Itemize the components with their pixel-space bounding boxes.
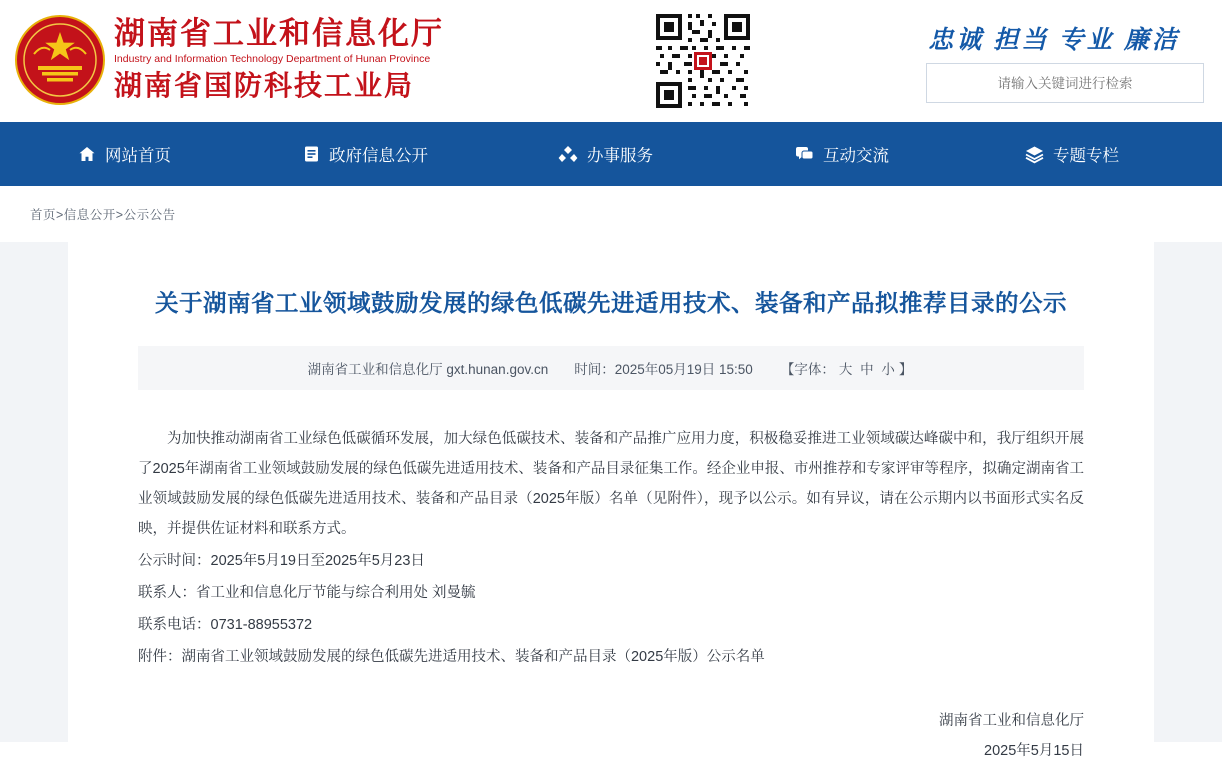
site-title-block bbox=[114, 16, 534, 103]
nav-item-label: 互动交流 bbox=[823, 147, 889, 165]
article-paragraph: 公示时间：2025年5月19日至2025年5月23日 bbox=[138, 553, 425, 569]
font-size-small[interactable]: 小 bbox=[881, 362, 895, 377]
article-paragraph: 联系电话：0731-88955372 bbox=[138, 617, 313, 633]
font-size-label: 【字体： bbox=[780, 362, 835, 377]
font-size-medium[interactable]: 中 bbox=[860, 362, 874, 377]
nav-item-government-info[interactable] bbox=[303, 142, 428, 166]
nav-item-topics[interactable] bbox=[1025, 142, 1119, 166]
main-navigation bbox=[0, 122, 1222, 186]
article-card bbox=[68, 242, 1154, 766]
org-title-cn-secondary: 湖南省国防科技工业局 bbox=[114, 70, 415, 101]
qr-code-icon bbox=[652, 10, 754, 112]
article-source: 湖南省工业和信息化厅 gxt.hunan.gov.cn bbox=[307, 362, 549, 377]
search-box[interactable] bbox=[926, 63, 1204, 103]
nav-item-interaction[interactable] bbox=[795, 142, 889, 166]
org-title-cn-primary: 湖南省工业和信息化厅 bbox=[114, 16, 444, 51]
font-size-close: 】 bbox=[898, 362, 913, 377]
article-signature bbox=[138, 706, 1084, 766]
national-emblem-icon bbox=[14, 14, 106, 106]
font-size-switcher[interactable] bbox=[779, 358, 915, 378]
page-title: 关于湖南省工业领域鼓励发展的绿色低碳先进适用技术、装备和产品拟推荐目录的公示 bbox=[155, 290, 1067, 316]
search-input[interactable] bbox=[927, 64, 1203, 102]
signature-date: 2025年5月15日 bbox=[984, 743, 1084, 759]
nav-item-label: 政府信息公开 bbox=[329, 147, 428, 165]
page-background bbox=[0, 242, 1222, 759]
service-icon bbox=[558, 145, 578, 163]
site-header bbox=[0, 0, 1222, 122]
site-slogan: 忠诚 担当 专业 廉洁 bbox=[928, 27, 1180, 54]
org-title-en: Industry and Information Technology Department of Hunan Province bbox=[114, 53, 431, 65]
nav-item-label: 专题专栏 bbox=[1053, 147, 1119, 165]
nav-item-label: 办事服务 bbox=[587, 147, 653, 165]
article-meta bbox=[138, 346, 1084, 390]
home-icon bbox=[78, 145, 96, 163]
article-attachment-link[interactable]: 附件：湖南省工业领域鼓励发展的绿色低碳先进适用技术、装备和产品目录（2025年版）公示名单 bbox=[138, 649, 765, 665]
nav-item-home[interactable] bbox=[78, 142, 171, 166]
article-body bbox=[138, 424, 1084, 672]
document-icon bbox=[303, 145, 320, 163]
article-time: 时间：2025年05月19日 15:50 bbox=[574, 362, 753, 377]
font-size-large[interactable]: 大 bbox=[838, 362, 853, 377]
signature-org: 湖南省工业和信息化厅 bbox=[939, 713, 1084, 729]
breadcrumb[interactable]: 首页>信息公开>公示公告 bbox=[30, 208, 176, 222]
article-paragraph: 联系人：省工业和信息化厅节能与综合利用处 刘曼毓 bbox=[138, 585, 476, 601]
breadcrumb-bar bbox=[0, 186, 1222, 242]
nav-item-services[interactable] bbox=[558, 142, 653, 166]
article-paragraph: 为加快推动湖南省工业绿色低碳循环发展，加大绿色低碳技术、装备和产品推广应用力度，积极稳妥推进工业领域碳达峰碳中和，我厅组织开展了2025年湖南省工业领域鼓励发展的绿色低碳先进适用技术、装备和产品目录征集工作。经企业申报、市州推荐和专家评审等程序，拟确定湖南省工业领域鼓励发展的绿色低碳先进适用技术、装备和产品目录（2025年版）名单（见附件），现予以公示。如有异议，请在公示期内以书面形式实名反映，并提供佐证材料和联系方式。 bbox=[138, 431, 1084, 537]
nav-item-label: 网站首页 bbox=[105, 147, 171, 165]
layers-icon bbox=[1025, 145, 1044, 163]
chat-icon bbox=[795, 145, 814, 163]
